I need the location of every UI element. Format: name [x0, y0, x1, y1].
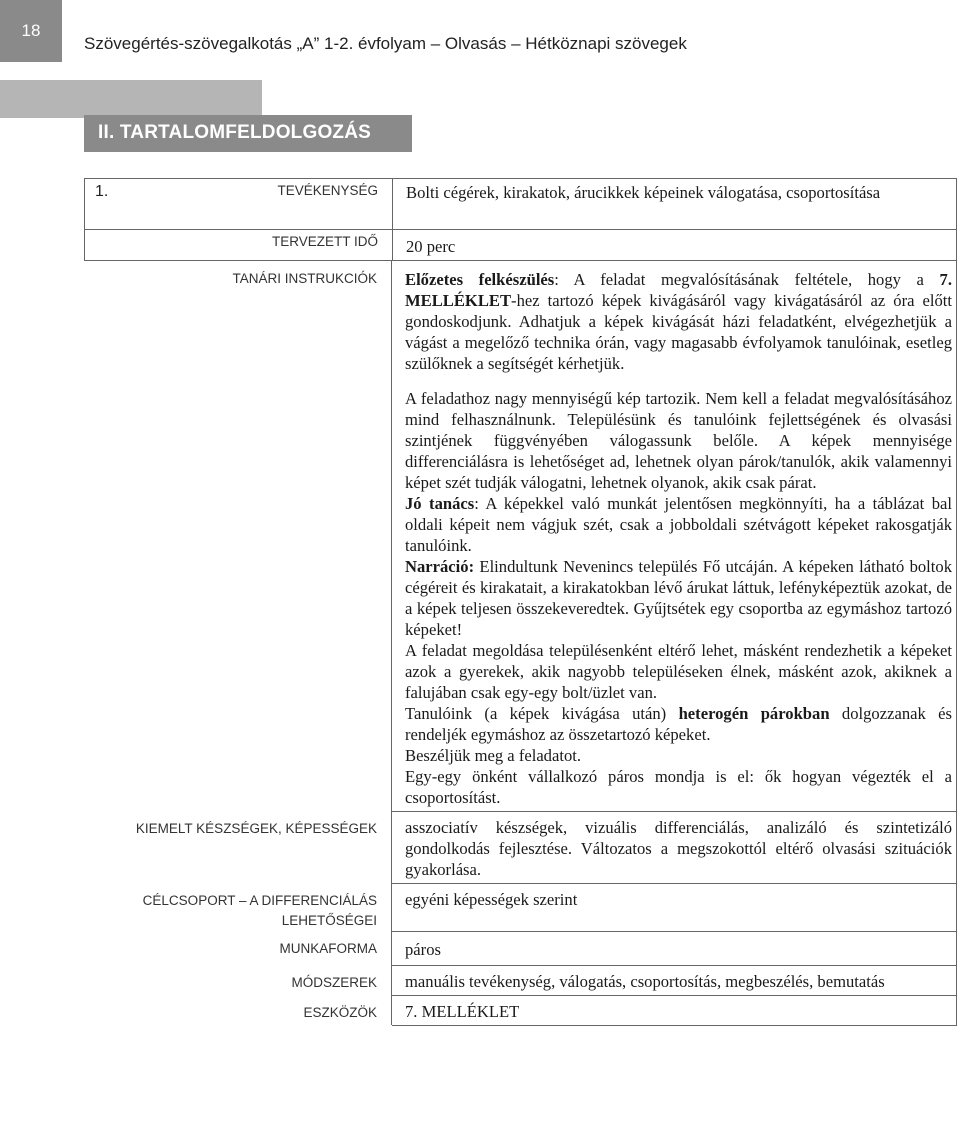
time-label: TERVEZETT IDŐ: [85, 230, 393, 260]
running-header: Szövegértés-szövegalkotás „A” 1-2. évfolyam – Olvasás – Hétköznapi szövegek: [84, 34, 687, 53]
text-run: : A képekkel való munkát jelentősen megkönnyíti, ha a táblázat bal oldali képeit nem vágjuk szét, csak a jobboldali szétvágott képeket rakosgatják tanulóink.: [405, 494, 952, 555]
row-activity: [84, 179, 957, 229]
instructions-paragraph: [405, 556, 952, 640]
bold-term: Narráció:: [405, 557, 475, 576]
task-table: [84, 178, 957, 1026]
row-target: [84, 883, 957, 931]
target-label: CÉLCSOPORT – A DIFFERENCIÁLÁS LEHETŐSÉGEI: [84, 883, 392, 931]
instructions-paragraph: A feladathoz nagy mennyiségű kép tartozik. Nem kell a feladat megvalósításához mind felhasználnunk. Településünk és tanulóink fejlettségének és olvasási szintjének függvényében válogassunk belőle. A képek mennyisége differenciálásra is lehetőséget ad, lehetnek olyan párok/tanulók, akik valamennyi képet szét tudják válogatni, lehetnek olyanok, akik csak párat.: [405, 389, 952, 492]
time-value: 20 perc: [393, 230, 957, 260]
target-value: egyéni képességek szerint: [392, 883, 957, 931]
row-instructions: [84, 261, 957, 811]
instructions-paragraph: [405, 493, 952, 556]
workform-label: MUNKAFORMA: [84, 931, 392, 965]
instructions-paragraph: Egy-egy önként vállalkozó páros mondja is el: ők hogyan végezték el a csoportosítást.: [405, 767, 952, 807]
bold-term: heterogén párokban: [678, 704, 830, 723]
skills-value: asszociatív készségek, vizuális differenciálás, analizáló és szintetizáló gondolkodás fejlesztése. Változatos a megszokottól eltérő olvasási szituációk gyakorlása.: [392, 811, 957, 883]
text-run: -hez tartozó képek kivágásáról vagy kivágatásáról az óra előtt gondoskodjunk. Adhatjuk a képek kivágását házi feladatként, elvégezhetjük a vágást a megelőző technika órán, vagy magasabb évfolyamok tanulóinak, esetleg szülőknek a segítségét kérhetjük.: [405, 291, 952, 373]
bold-term: 7. MELLÉKLET: [405, 270, 952, 310]
row-methods: [84, 965, 957, 995]
instructions-paragraph: [405, 269, 952, 374]
row-time: [84, 230, 957, 260]
methods-value: manuális tevékenység, válogatás, csoportosítás, megbeszélés, bemutatás: [392, 965, 957, 995]
instructions-paragraph: [405, 703, 952, 745]
page-number: 18: [0, 0, 62, 62]
text-run: Elindultunk Nevenincs település Fő utcáján. A képeken látható boltok cégéreit és kirakatait, a kirakatokban lévő árukat láttuk, lefényképeztük azokat, de a képek teljesen összekeveredtek. Gyűjtsétek egy csoportba az egymáshoz tartozó képeket!: [405, 557, 952, 639]
tools-value: 7. MELLÉKLET: [392, 995, 957, 1025]
row-tools: [84, 995, 957, 1025]
row-workform: [84, 931, 957, 965]
activity-label: TEVÉKENYSÉG: [277, 183, 378, 198]
methods-label: MÓDSZEREK: [84, 965, 392, 995]
activity-value: Bolti cégérek, kirakatok, árucikkek képeinek válogatása, csoportosítása: [393, 179, 957, 229]
decorative-bar: [0, 80, 262, 118]
text-run: : A feladat megvalósításának feltétele, hogy a: [554, 270, 940, 289]
text-run: Tanulóink (a képek kivágása után): [405, 704, 679, 723]
skills-label: KIEMELT KÉSZSÉGEK, KÉPESSÉGEK: [84, 811, 392, 883]
instructions-paragraph: Beszéljük meg a feladatot.: [405, 746, 582, 765]
tools-label: ESZKÖZÖK: [84, 995, 392, 1025]
table-bottom-rule: [392, 1025, 957, 1026]
bold-term: Előzetes felkészülés: [405, 270, 555, 289]
instructions-paragraph: A feladat megoldása településenként eltérő lehet, másként rendezhetik a képeket azok a gyerekek, akik nagyobb településeken élnek, másként azok, akiknek a falujában csak egy-egy bolt/üzlet van.: [405, 641, 952, 702]
row-skills: [84, 811, 957, 883]
label-cell: [85, 179, 393, 229]
workform-value: páros: [392, 931, 957, 965]
text-run: dolgozzanak és rendeljék egymáshoz az összetartozó képeket.: [405, 704, 952, 744]
bold-term: Jó tanács: [405, 494, 475, 513]
task-number: 1.: [95, 183, 109, 200]
section-title: II. TARTALOMFELDOLGOZÁS: [84, 115, 412, 152]
instructions-label: TANÁRI INSTRUKCIÓK: [84, 261, 392, 811]
instructions-value: [392, 261, 957, 811]
